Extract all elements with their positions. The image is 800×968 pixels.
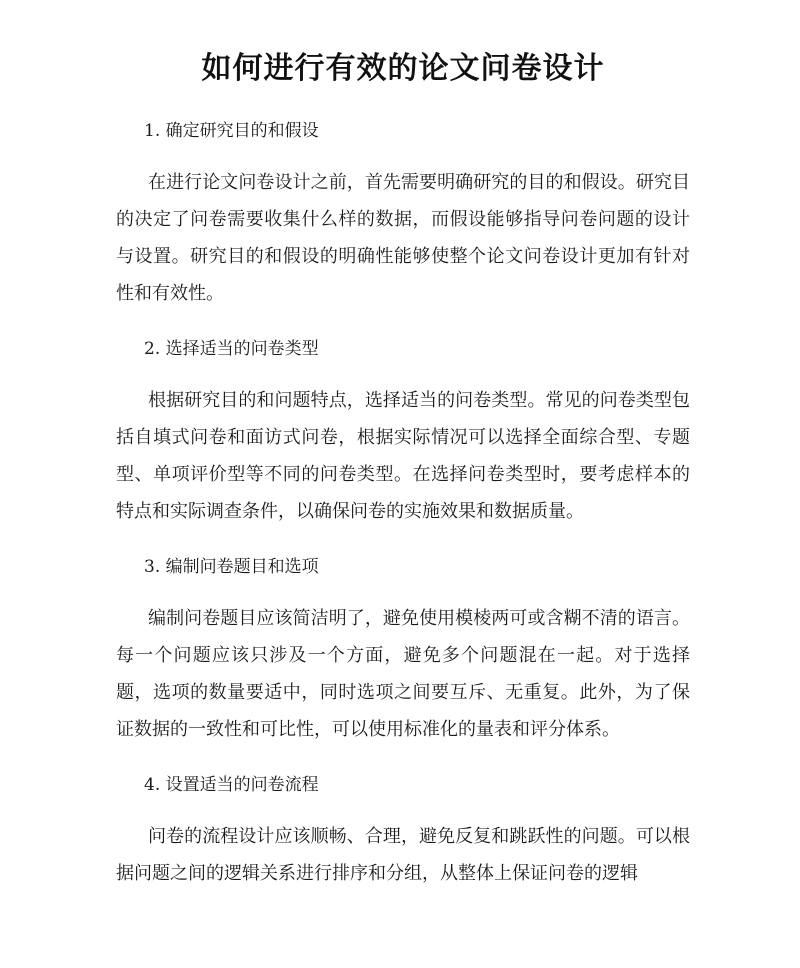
section-questionnaire-type xyxy=(116,334,690,530)
section-research-purpose xyxy=(116,116,690,312)
section-paragraph: 根据研究目的和问题特点，选择适当的问卷类型。常见的问卷类型包括自填式问卷和面访式问卷，根据实际情况可以选择全面综合型、专题型、单项评价型等不同的问卷类型。在选择问卷类型时，要考虑样本的特点和实际调查条件，以确保问卷的实施效果和数据质量。 xyxy=(116,390,690,522)
section-heading: 3. 编制问卷题目和选项 xyxy=(144,557,319,577)
document-title: 如何进行有效的论文问卷设计 xyxy=(201,51,605,86)
section-paragraph: 编制问卷题目应该简洁明了，避免使用模棱两可或含糊不清的语言。每一个问题应该只涉及一个方面，避免多个问题混在一起。对于选择题，选项的数量要适中，同时选项之间要互斥、无重复。此外，为了保证数据的一致性和可比性，可以使用标准化的量表和评分体系。 xyxy=(116,608,690,740)
section-paragraph: 问卷的流程设计应该顺畅、合理，避免反复和跳跃性的问题。可以根据问题之间的逻辑关系进行排序和分组，从整体上保证问卷的逻辑 xyxy=(116,826,690,884)
section-heading: 2. 选择适当的问卷类型 xyxy=(144,339,319,359)
section-questionnaire-flow xyxy=(116,770,690,892)
section-questions-options xyxy=(116,552,690,748)
section-paragraph: 在进行论文问卷设计之前，首先需要明确研究的目的和假设。研究目的决定了问卷需要收集什么样的数据，而假设能够指导问卷问题的设计与设置。研究目的和假设的明确性能够使整个论文问卷设计更加有针对性和有效性。 xyxy=(116,172,690,304)
section-heading: 1. 确定研究目的和假设 xyxy=(144,121,319,141)
section-heading: 4. 设置适当的问卷流程 xyxy=(144,775,319,795)
